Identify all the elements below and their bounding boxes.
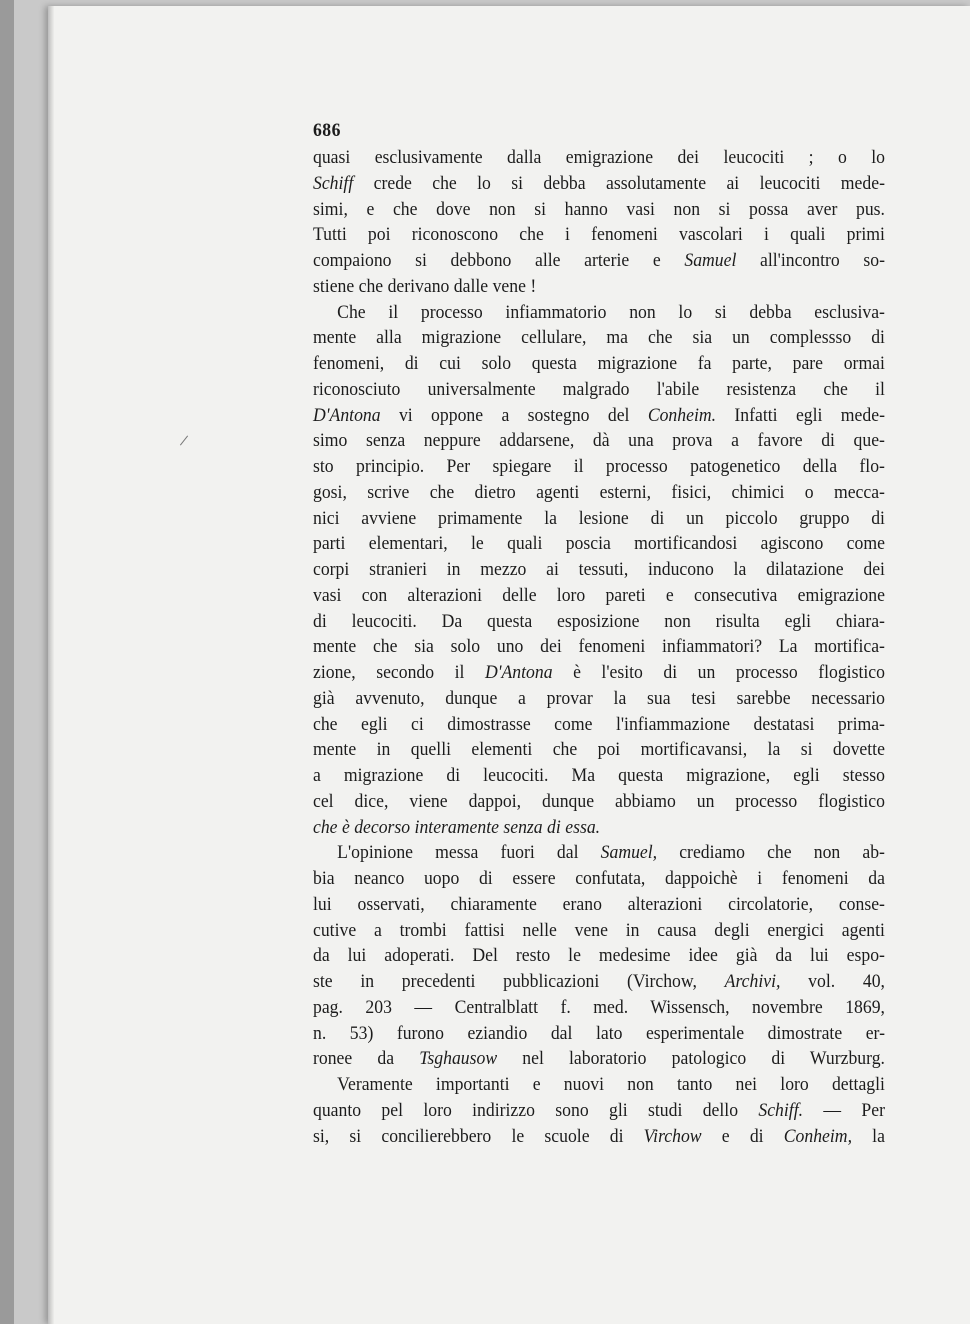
text-line xyxy=(313,686,885,712)
text-line xyxy=(313,763,885,789)
text-line xyxy=(313,506,885,532)
italic-text-segment: che è decorso interamente senza di essa. xyxy=(313,816,601,838)
text-line xyxy=(313,1098,885,1124)
italic-text-segment: D'Antona xyxy=(313,404,381,426)
text-segment: a migrazione di leucociti. Ma questa migrazione, egli stesso xyxy=(313,765,885,786)
text-segment: è l'esito di un processo flogistico xyxy=(552,662,885,683)
text-line xyxy=(313,274,885,300)
text-line xyxy=(313,403,885,429)
italic-text-segment: Schiff. xyxy=(758,1099,804,1121)
text-segment: gosi, scrive che dietro agenti esterni, fisici, chimici o mecca- xyxy=(313,481,885,503)
text-segment: nici avviene primamente la lesione di un piccolo gruppo di xyxy=(313,507,885,529)
text-segment: mente che sia solo uno dei fenomeni infiammatori? La mortifica- xyxy=(313,636,885,658)
text-line xyxy=(313,969,885,995)
text-segment: che egli ci dimostrasse come l'infiammazione destatasi prima- xyxy=(313,713,885,735)
page-number: 686 xyxy=(313,120,341,141)
italic-text-segment: Conheim, xyxy=(783,1125,852,1147)
italic-text-segment: D'Antona xyxy=(484,662,553,683)
text-segment: — Per xyxy=(803,1099,885,1121)
text-segment: di leucociti. Da questa esposizione non risulta egli chiara- xyxy=(313,610,885,632)
text-line xyxy=(313,145,885,171)
text-line xyxy=(313,300,885,326)
text-segment: cel dice, viene dappoi, dunque abbiamo un processo flogistico xyxy=(313,790,885,812)
italic-text-segment: Conheim. xyxy=(647,404,717,426)
text-segment: e di xyxy=(701,1125,784,1147)
text-segment: mente alla migrazione cellulare, ma che sia un complessso di xyxy=(313,327,885,349)
text-segment: zione, secondo il xyxy=(313,662,485,683)
text-segment: Che il processo infiammatorio non lo si debba esclusiva- xyxy=(337,301,885,323)
text-segment: vol. 40, xyxy=(780,971,885,992)
text-line xyxy=(313,737,885,763)
text-segment: Infatti egli mede- xyxy=(716,404,885,426)
text-segment: crediamo che non ab- xyxy=(657,842,885,864)
text-segment: simo senza neppure addarsene, dà una prova a favore di que- xyxy=(313,430,885,452)
text-segment: compaiono si debbono alle arterie e xyxy=(313,250,685,271)
text-segment: nel laboratorio patologico di Wurzburg. xyxy=(497,1048,885,1070)
text-line xyxy=(313,609,885,635)
text-line xyxy=(313,1124,885,1150)
text-line xyxy=(313,918,885,944)
text-line xyxy=(313,171,885,197)
text-line xyxy=(313,480,885,506)
text-line xyxy=(313,248,885,274)
text-segment: già avvenuto, dunque a provar la sua tesi sarebbe necessario xyxy=(313,687,885,709)
italic-text-segment: Virchow xyxy=(643,1125,702,1147)
text-line xyxy=(313,660,885,686)
text-segment: ste in precedenti pubblicazioni (Virchow, xyxy=(313,971,725,992)
text-segment: vi oppone a sostegno del xyxy=(380,404,648,426)
text-segment: mente in quelli elementi che poi mortificavansi, la si dovette xyxy=(313,739,885,761)
page-text-block xyxy=(313,117,885,1149)
text-segment: stiene che derivano dalle vene ! xyxy=(313,275,537,297)
text-segment: la xyxy=(851,1125,885,1147)
text-line xyxy=(313,866,885,892)
body-text xyxy=(313,145,885,1149)
text-segment: lui osservati, chiaramente erano alterazioni circolatorie, conse- xyxy=(313,893,885,915)
text-segment: L'opinione messa fuori dal xyxy=(337,842,601,864)
text-line xyxy=(313,531,885,557)
text-segment: Veramente importanti e nuovi non tanto nei loro dettagli xyxy=(337,1074,885,1095)
text-segment: ronee da xyxy=(313,1048,420,1070)
text-line xyxy=(313,1072,885,1098)
text-line xyxy=(313,583,885,609)
text-segment: si, si concilierebbero le scuole di xyxy=(313,1125,644,1147)
text-segment: corpi stranieri in mezzo ai tessuti, inducono la dilatazione dei xyxy=(313,559,885,580)
text-line xyxy=(313,325,885,351)
text-segment: pag. 203 — Centralblatt f. med. Wissensch, novembre 1869, xyxy=(313,996,885,1018)
text-segment: riconosciuto universalmente malgrado l'abile resistenza che il xyxy=(313,378,885,400)
text-segment: parti elementari, le quali poscia mortificandosi agiscono come xyxy=(313,533,885,555)
text-segment: crede che lo si debba assolutamente ai leucociti mede- xyxy=(353,172,885,194)
text-segment: cutive a trombi fattisi nelle vene in causa degli energici agenti xyxy=(313,919,885,941)
text-line xyxy=(313,634,885,660)
italic-text-segment: Tsghausow xyxy=(419,1048,498,1070)
text-line xyxy=(313,428,885,454)
text-line xyxy=(313,892,885,918)
text-line xyxy=(313,712,885,738)
text-line xyxy=(313,943,885,969)
text-segment: vasi con alterazioni delle loro pareti e consecutiva emigrazione xyxy=(313,584,885,606)
italic-text-segment: Samuel xyxy=(684,250,737,271)
text-line xyxy=(313,1021,885,1047)
text-line xyxy=(313,454,885,480)
text-segment: quasi esclusivamente dalla emigrazione dei leucociti ; o lo xyxy=(313,147,885,168)
text-line xyxy=(313,351,885,377)
text-segment: fenomeni, di cui solo questa migrazione fa parte, pare ormai xyxy=(313,353,885,374)
text-segment: simi, e che dove non si hanno vasi non si possa aver pus. xyxy=(313,198,885,220)
page-edge-shadow xyxy=(48,6,54,1324)
italic-text-segment: Samuel, xyxy=(600,842,658,864)
text-segment: bia neanco uopo di essere confutata, dappoichè i fenomeni da xyxy=(313,868,885,889)
text-line xyxy=(313,995,885,1021)
text-segment: da lui adoperati. Del resto le medesime idee già da lui espo- xyxy=(313,945,885,967)
text-segment: quanto pel loro indirizzo sono gli studi dello xyxy=(313,1099,759,1121)
text-line xyxy=(313,222,885,248)
italic-text-segment: Archivi, xyxy=(724,971,781,992)
text-segment: Tutti poi riconoscono che i fenomeni vascolari i quali primi xyxy=(313,224,885,246)
text-line xyxy=(313,377,885,403)
text-segment: sto principio. Per spiegare il processo patogenetico della flo- xyxy=(313,456,885,477)
text-line xyxy=(313,815,885,841)
text-line xyxy=(313,197,885,223)
text-line xyxy=(313,1046,885,1072)
text-segment: all'incontro so- xyxy=(736,250,885,271)
italic-text-segment: Schiff xyxy=(313,172,354,194)
text-line xyxy=(313,557,885,583)
text-line xyxy=(313,840,885,866)
text-line xyxy=(313,789,885,815)
text-segment: n. 53) furono eziandio dal lato esperimentale dimostrate er- xyxy=(313,1022,885,1044)
